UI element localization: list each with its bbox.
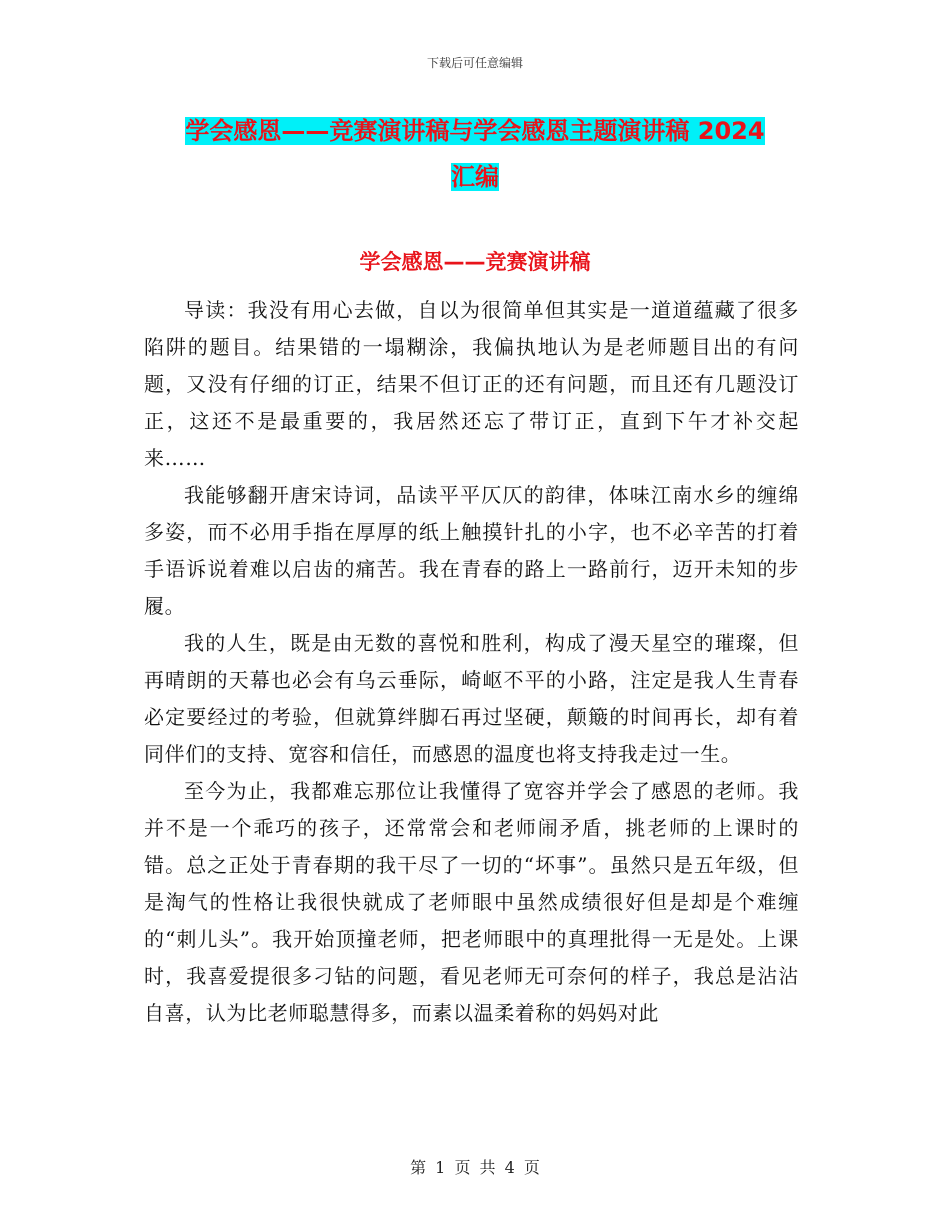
paragraph: 我能够翻开唐宋诗词，品读平平仄仄的韵律，体味江南水乡的缠绵多姿，而不必用手指在厚厚的纸上触摸针扎的小字，也不必辛苦的打着手语诉说着难以启齿的痛苦。我在青春的路上一路前行，迈开未知的步履。 bbox=[144, 483, 799, 618]
paragraph: 导读：我没有用心去做，自以为很简单但其实是一道道蕴藏了很多陷阱的题目。结果错的一塌糊涂，我偏执地认为是老师题目出的有问题，又没有仔细的订正，结果不但订正的还有问题，而且还有几题没订正，这还不是最重要的，我居然还忘了带订正，直到下午才补交起来…… bbox=[144, 298, 799, 470]
paragraph: 我的人生，既是由无数的喜悦和胜利，构成了漫天星空的璀璨，但再晴朗的天幕也必会有乌云垂际，崎岖不平的小路，注定是我人生青春必定要经过的考验，但就算绊脚石再过坚硬，颠簸的时间再长，却有着同伴们的支持、宽容和信任，而感恩的温度也将支持我走过一生。 bbox=[144, 631, 799, 766]
title-line-2: 汇编 bbox=[451, 163, 499, 191]
paragraph: 至今为止，我都难忘那位让我懂得了宽容并学会了感恩的老师。我并不是一个乖巧的孩子，还常常会和老师闹矛盾，挑老师的上课时的错。总之正处于青春期的我干尽了一切的“坏事”。虽然只是五年级，但是淘气的性格让我很快就成了老师眼中虽然成绩很好但是却是个难缠的“刺儿头”。我开始顶撞老师，把老师眼中的真理批得一无是处。上课时，我喜爱提很多刁钻的问题，看见老师无可奈何的样子，我总是沾沾自喜，认为比老师聪慧得多，而素以温柔着称的妈妈对此 bbox=[144, 779, 799, 1025]
page-footer: 第 1 页 共 4 页 bbox=[410, 1158, 540, 1177]
document-title bbox=[0, 108, 950, 200]
title-line-1: 学会感恩——竞赛演讲稿与学会感恩主题演讲稿 2024 bbox=[185, 117, 765, 145]
section-title: 学会感恩——竞赛演讲稿 bbox=[359, 250, 591, 274]
article-body bbox=[144, 292, 799, 1032]
header-note: 下载后可任意编辑 bbox=[426, 56, 523, 70]
